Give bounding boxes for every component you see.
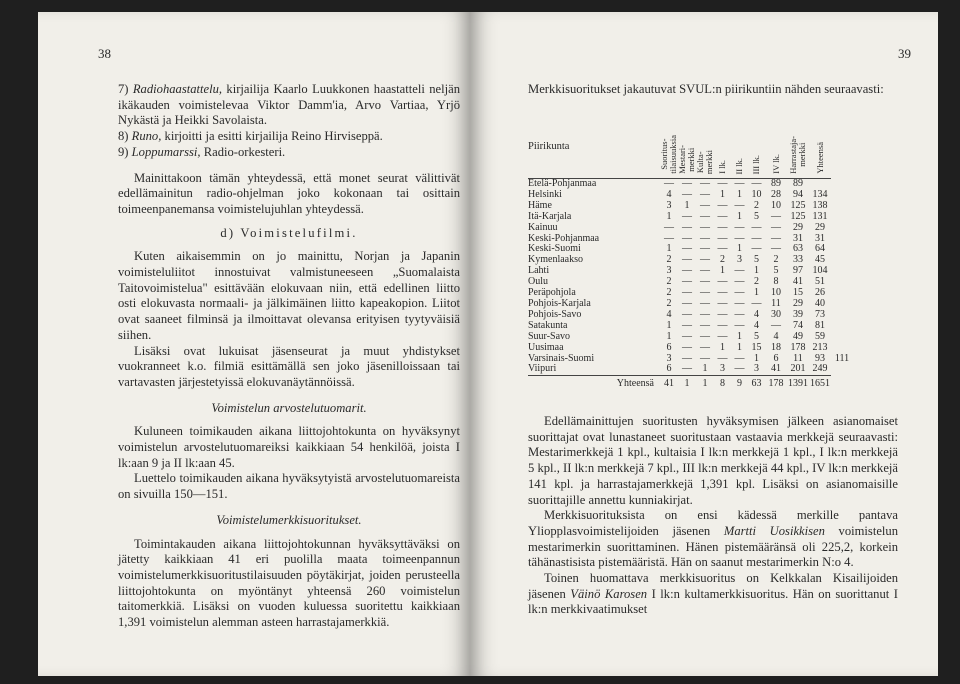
table-cell: 5: [754, 210, 759, 222]
table-cell: —: [682, 276, 692, 288]
subheading-arvostelu: Voimistelun arvostelutuomarit.: [211, 400, 367, 415]
table-cell: 81: [815, 319, 825, 331]
table-cell: 125: [790, 210, 806, 222]
table-cell: —: [751, 297, 762, 309]
table-cell: —: [700, 254, 710, 266]
table-cell: 5: [754, 330, 759, 342]
table-cell: 31: [793, 232, 803, 244]
table-cell: 1: [754, 287, 759, 299]
district-name: Kymenlaakso: [528, 255, 583, 266]
table-cell: —: [700, 330, 710, 342]
right-page: [470, 12, 938, 676]
table-cell: 45: [815, 254, 825, 266]
table-row: [528, 212, 853, 223]
table-cell: 26: [815, 287, 825, 299]
text-part: voimistelun mestarimerkin suorittaminen. Hänen pistemääränsä oli 225,2, korkein tähänastisista pistemääristä. Hän on saanut mestarimerkin N:o 4.: [528, 523, 899, 570]
table-cell: 6: [666, 341, 672, 353]
table-cell: —: [751, 243, 762, 255]
table-cell: 1: [737, 341, 742, 353]
paragraph-mainittakoon: Mainittakoon tämän yhteydessä, että monet seurat välittivät edellämainitun radio-ohjelman joko kokonaan tai osittain toimeenpanemansa voimistelujuhlan yhteydessä.: [118, 170, 460, 216]
table-cell: —: [734, 308, 745, 320]
table-cell: —: [682, 221, 692, 233]
table-cell: 1: [666, 319, 672, 331]
table-cell: —: [751, 221, 762, 233]
table-cell: 18: [771, 341, 781, 353]
table-cell: 89: [771, 178, 781, 189]
table-cell: 4: [666, 188, 672, 200]
table-cell: —: [717, 178, 728, 189]
table-cell: 1: [754, 352, 759, 364]
person-name: Martti Uosikkisen: [723, 523, 825, 538]
table-cell: —: [664, 178, 674, 189]
district-name: Suur-Savo: [528, 331, 571, 342]
paragraph-toiminta: Toimintakauden aikana liittojohtokunnan hyväksyttäväksi on jätetty kaikkiaan 41 eri puolilla maata toimeenpannun voimistelumerkkisuoritustilaisuuden pöytäkirjat, joiden perusteella liittojohtokunta on myöntänyt yhteensä 260 voimistelun taitomerkkiä. Lisäksi on vuoden kuluessa suoritettu kaikkiaan 1,391 voimistelun alemman asteen harrastajamerkkiä.: [118, 536, 460, 630]
column-header-label: III lk.: [751, 154, 761, 175]
table-cell: —: [717, 243, 728, 255]
column-header: [696, 116, 714, 179]
table-cell: 41: [793, 276, 803, 288]
table-cell: —: [717, 210, 728, 222]
table-cell: —: [700, 199, 710, 211]
table-cell: 15: [751, 341, 762, 353]
table-cell: —: [717, 330, 728, 342]
table-row: [528, 223, 853, 234]
column-header: [731, 116, 748, 179]
right-page-text: [528, 414, 898, 618]
table-cell: 30: [771, 308, 781, 320]
table-cell: —: [717, 221, 728, 233]
table-cell: 5: [754, 254, 759, 266]
table-cell: 125: [790, 199, 806, 211]
table-cell: —: [682, 363, 692, 375]
table-cell: 4: [754, 319, 759, 331]
table-cell: 49: [793, 330, 803, 342]
column-header: [809, 116, 831, 179]
total-cell: 41: [660, 376, 678, 390]
table-cell: —: [717, 287, 728, 299]
table-cell: 59: [815, 330, 825, 342]
table-cell: 1: [720, 341, 725, 353]
paragraph-edella: Edellämainittujen suoritusten hyväksymisen jälkeen asianomaiset suorittajat ovat lunastaneet suoritustaan vastaavia merkkejä seuraavasti: Mestarimerkkejä 1 kpl., kultaisia I lk:n merkkejä 1 kpl., I lk:n merkkejä 5 kpl., II lk:n merkkejä 7 kpl., III lk:n merkkejä 44 kpl., IV lk:n merkkejä 141 kpl. ja harrastajamerkkejä 1,391 kpl. Lisäksi on asianomaisille suorittajille annettu kunniakirjat.: [528, 414, 898, 507]
table-cell: 2: [754, 199, 759, 211]
table-cell: —: [682, 210, 692, 222]
table-row: [528, 364, 853, 375]
column-header: [678, 116, 696, 179]
table-cell: —: [717, 319, 728, 331]
table-cell: 1: [666, 243, 672, 255]
table-cell: 3: [720, 363, 725, 375]
table-cell: —: [682, 243, 692, 255]
district-name: Satakunta: [528, 320, 568, 331]
table-cell: —: [700, 265, 710, 277]
subheading-merkki: Voimistelumerkkisuoritukset.: [216, 512, 362, 527]
total-cell: 1391: [787, 376, 809, 390]
total-cell: 1: [678, 376, 696, 390]
district-name: Pohjois-Savo: [528, 309, 582, 320]
table-cell: 4: [666, 308, 672, 320]
table-cell: 213: [812, 341, 828, 353]
district-table: [528, 116, 853, 390]
district-table-wrap: [528, 116, 908, 390]
table-cell: —: [734, 352, 745, 364]
table-cell: —: [771, 243, 781, 255]
table-cell: 4: [754, 308, 759, 320]
table-cell: —: [717, 308, 728, 320]
total-cell: 1: [696, 376, 714, 390]
table-cell: 3: [666, 265, 672, 277]
table-cell: —: [734, 319, 745, 331]
table-cell: 249: [812, 363, 828, 375]
column-header-label: Harrastaja- merkki: [788, 136, 807, 175]
text-part: I lk:n kultamerkkisuoritus. Hän on suorittanut I lk:n merkkivaatimukset: [528, 586, 898, 617]
table-cell: —: [717, 276, 728, 288]
table-row: [528, 332, 853, 343]
table-cell: —: [682, 308, 692, 320]
table-cell: 41: [771, 363, 781, 375]
table-cell: —: [717, 297, 728, 309]
item-title: Loppumarssi,: [131, 144, 201, 159]
column-header: [660, 116, 678, 179]
column-header-label: Suoritus- tilaisuuksia: [659, 135, 678, 175]
table-cell: 40: [815, 297, 825, 309]
item-label: 8): [118, 129, 132, 144]
table-cell: 5: [773, 265, 779, 277]
table-cell: —: [734, 276, 745, 288]
table-cell: —: [734, 287, 745, 299]
table-cell: —: [734, 232, 745, 244]
district-name: Peräpohjola: [528, 288, 576, 299]
table-cell: —: [771, 210, 781, 222]
table-cell: —: [734, 265, 745, 277]
table-cell: —: [664, 232, 674, 244]
left-page-text: [118, 82, 460, 631]
column-header-label: I lk.: [717, 160, 727, 175]
table-cell: —: [700, 276, 710, 288]
table-cell: —: [771, 319, 781, 331]
item-label: 9): [118, 144, 132, 159]
item-label: 7): [118, 82, 133, 96]
district-name: Pohjois-Karjala: [528, 298, 591, 309]
table-cell: 51: [815, 276, 825, 288]
table-cell: 15: [793, 287, 803, 299]
district-name: Helsinki: [528, 189, 562, 200]
table-cell: 1: [684, 199, 690, 211]
district-name: Uusimaa: [528, 342, 564, 353]
table-cell: 2: [773, 254, 779, 266]
table-cell: 73: [815, 308, 825, 320]
item-title: Runo,: [131, 129, 162, 144]
total-cell: 8: [714, 376, 731, 390]
table-cell: 74: [793, 319, 803, 331]
table-cell: —: [700, 232, 710, 244]
column-header: [714, 116, 731, 179]
table-cell: —: [700, 243, 710, 255]
column-header: [765, 116, 787, 179]
item-7: [118, 82, 460, 129]
table-cell: 178: [790, 341, 806, 353]
table-cell: —: [700, 297, 710, 309]
table-cell: —: [700, 210, 710, 222]
table-cell: 1: [754, 265, 759, 277]
table-cell: 94: [793, 188, 803, 200]
table-cell: 2: [666, 276, 672, 288]
table-cell: —: [700, 287, 710, 299]
text-part: Merkkisuorituksista on ensi kädessä merkille pantava Yliopplasvoimistelijoiden jäsenen: [528, 508, 898, 538]
table-cell: 6: [666, 363, 672, 375]
district-name: Varsinais-Suomi: [528, 353, 595, 364]
table-cell: —: [700, 178, 710, 189]
item-8: [118, 129, 460, 145]
district-name: Itä-Karjala: [528, 211, 572, 222]
table-cell: 1: [737, 243, 742, 255]
table-cell: 63: [793, 243, 803, 255]
district-name: Keski-Pohjanmaa: [528, 233, 600, 244]
table-cell: —: [664, 221, 674, 233]
item-text: kirjoitti ja esitti kirjailija Reino Hirviseppä.: [161, 129, 383, 144]
table-cell: —: [700, 319, 710, 331]
table-cell: —: [700, 221, 710, 233]
table-row: [528, 343, 853, 354]
table-cell: 3: [666, 352, 672, 364]
table-cell: —: [682, 330, 692, 342]
table-cell: 89: [793, 178, 803, 189]
table-cell: 2: [666, 287, 672, 299]
table-cell: 33: [793, 254, 803, 266]
total-label: Yhteensä: [528, 376, 660, 390]
table-cell: 3: [666, 199, 672, 211]
district-name: Oulu: [528, 277, 548, 288]
item-text: kirjailija Kaarlo Luukkonen haastatteli neljän ikäkauden voimistelevaa Viktor Damm'ia, Arvo Vartiaa, Yrjö Nykästä ja Heikki Savolaista.: [118, 82, 460, 128]
table-cell: 1: [737, 188, 742, 200]
table-cell: 111: [834, 352, 850, 364]
page-number: 38: [98, 46, 111, 61]
table-cell: 29: [793, 297, 803, 309]
table-cell: —: [771, 221, 781, 233]
table-cell: —: [682, 232, 692, 244]
total-cell: 9: [731, 376, 748, 390]
table-cell: —: [682, 319, 692, 331]
table-cell: 3: [737, 254, 742, 266]
paragraph-lisaksi: Lisäksi ovat lukuisat jäsenseurat ja muut yhdistykset vuokranneet k.o. filmiä esittämällä sen joko jäsenilloissaan tai vartavasten järjestetyissä elokuvanäytännöissä.: [118, 343, 460, 389]
total-cell: 1651: [809, 376, 831, 390]
table-cell: —: [751, 232, 762, 244]
table-cell: —: [682, 265, 692, 277]
table-cell: —: [682, 287, 692, 299]
district-name: Kainuu: [528, 222, 558, 233]
table-intro: Merkkisuoritukset jakautuvat SVUL:n piirikuntiin nähden seuraavasti:: [528, 82, 884, 96]
table-cell: 29: [815, 221, 825, 233]
paragraph-luettelo: Luettelo toimikauden aikana hyväksytyistä arvostelutuomareista on sivuilla 150—151.: [118, 471, 460, 502]
table-cell: —: [717, 352, 728, 364]
item-title: Radiohaastattelu,: [132, 82, 223, 96]
table-cell: 1: [720, 265, 725, 277]
table-cell: 39: [793, 308, 803, 320]
item-text: Radio-orkesteri.: [200, 144, 286, 159]
table-cell: 10: [771, 287, 781, 299]
table-cell: 138: [812, 199, 828, 211]
table-cell: —: [717, 199, 728, 211]
district-name: Keski-Suomi: [528, 244, 581, 255]
table-cell: 1: [737, 210, 742, 222]
table-cell: 11: [771, 297, 781, 309]
column-header: [748, 116, 765, 179]
table-cell: 1: [702, 363, 708, 375]
person-name: Väinö Karosen: [570, 586, 648, 601]
district-name: Viipuri: [528, 364, 557, 375]
column-header: [787, 116, 809, 179]
table-cell: 93: [815, 352, 825, 364]
table-cell: —: [682, 341, 692, 353]
table-cell: 97: [793, 265, 803, 277]
text-part: Toinen huomattava merkkisuoritus on Kelkkalan Kisailijoiden jäsenen: [528, 571, 898, 601]
paragraph-kuten: Kuten aikaisemmin on jo mainittu, Norjan ja Japanin voimisteluliitot innostuivat valmistuneeseen „Suomalaista Taitovoimistelua" esittävään elokuvaan niin, että edellinen liitto osti elokuvasta normaali- ja jälkimäinen liitto kapeakopion. Liitot ovat saaneet filminsä ja ilmoittavat olevansa erityisen tyytyväisiä siihen.: [118, 249, 460, 342]
column-header-label: Kulta- merkki: [695, 150, 714, 175]
table-cell: —: [682, 188, 692, 200]
page-number: 39: [898, 46, 911, 61]
table-cell: 6: [773, 352, 779, 364]
district-name: Lahti: [528, 266, 550, 277]
left-page: [38, 12, 470, 676]
totals-row: [528, 376, 853, 390]
table-cell: 104: [812, 265, 828, 277]
table-cell: —: [682, 178, 692, 189]
table-cell: 131: [812, 210, 828, 222]
column-header-label: Mestari- merkki: [677, 145, 696, 175]
table-cell: —: [734, 199, 745, 211]
table-cell: 28: [771, 188, 781, 200]
table-cell: 4: [773, 330, 779, 342]
table-cell: 201: [790, 363, 806, 375]
district-name: Häme: [528, 200, 552, 211]
table-cell: 10: [751, 188, 762, 200]
district-name: Etelä-Pohjanmaa: [528, 178, 597, 189]
table-cell: —: [734, 363, 745, 375]
table-cell: 1: [666, 210, 672, 222]
column-header-label: IV lk.: [770, 154, 781, 175]
table-cell: 8: [773, 276, 779, 288]
column-header-label: II lk.: [734, 157, 744, 175]
table-cell: —: [771, 232, 781, 244]
table-cell: —: [700, 352, 710, 364]
table-cell: —: [700, 188, 710, 200]
table-cell: —: [734, 221, 745, 233]
table-cell: —: [734, 178, 745, 189]
table-cell: 2: [754, 276, 759, 288]
table-cell: —: [682, 297, 692, 309]
table-cell: —: [717, 232, 728, 244]
paragraph-toinen: [528, 571, 898, 618]
table-cell: 1: [737, 330, 742, 342]
table-cell: 134: [812, 188, 828, 200]
table-cell: 2: [720, 254, 725, 266]
table-cell: 64: [815, 243, 825, 255]
paragraph-merkki: [528, 508, 898, 571]
table-cell: —: [700, 308, 710, 320]
table-cell: 1: [666, 330, 672, 342]
section-heading: d) Voimistelufilmi.: [220, 225, 358, 240]
table-cell: 29: [793, 221, 803, 233]
table-cell: 2: [666, 254, 672, 266]
table-cell: 31: [815, 232, 825, 244]
total-cell: 178: [765, 376, 787, 390]
table-cell: —: [734, 297, 745, 309]
table-cell: 1: [720, 188, 725, 200]
paragraph-kuluneen: Kuluneen toimikauden aikana liittojohtokunta on hyväksynyt voimistelun arvostelutuomareiksi kaikkiaan 54 henkilöä, joista I lk:aan 9 ja II lk:aan 45.: [118, 424, 460, 470]
table-cell: —: [682, 352, 692, 364]
total-cell: 63: [748, 376, 765, 390]
table-cell: —: [751, 178, 762, 189]
table-cell: 2: [666, 297, 672, 309]
table-cell: 3: [754, 363, 759, 375]
column-header-label: Yhteensä: [814, 142, 825, 175]
table-cell: —: [700, 341, 710, 353]
row-label-header: Piirikunta: [528, 116, 660, 179]
table-cell: 10: [771, 199, 781, 211]
item-9: [118, 145, 460, 161]
table-header-row: [528, 116, 853, 179]
table-cell: 11: [793, 352, 803, 364]
table-cell: —: [682, 254, 692, 266]
